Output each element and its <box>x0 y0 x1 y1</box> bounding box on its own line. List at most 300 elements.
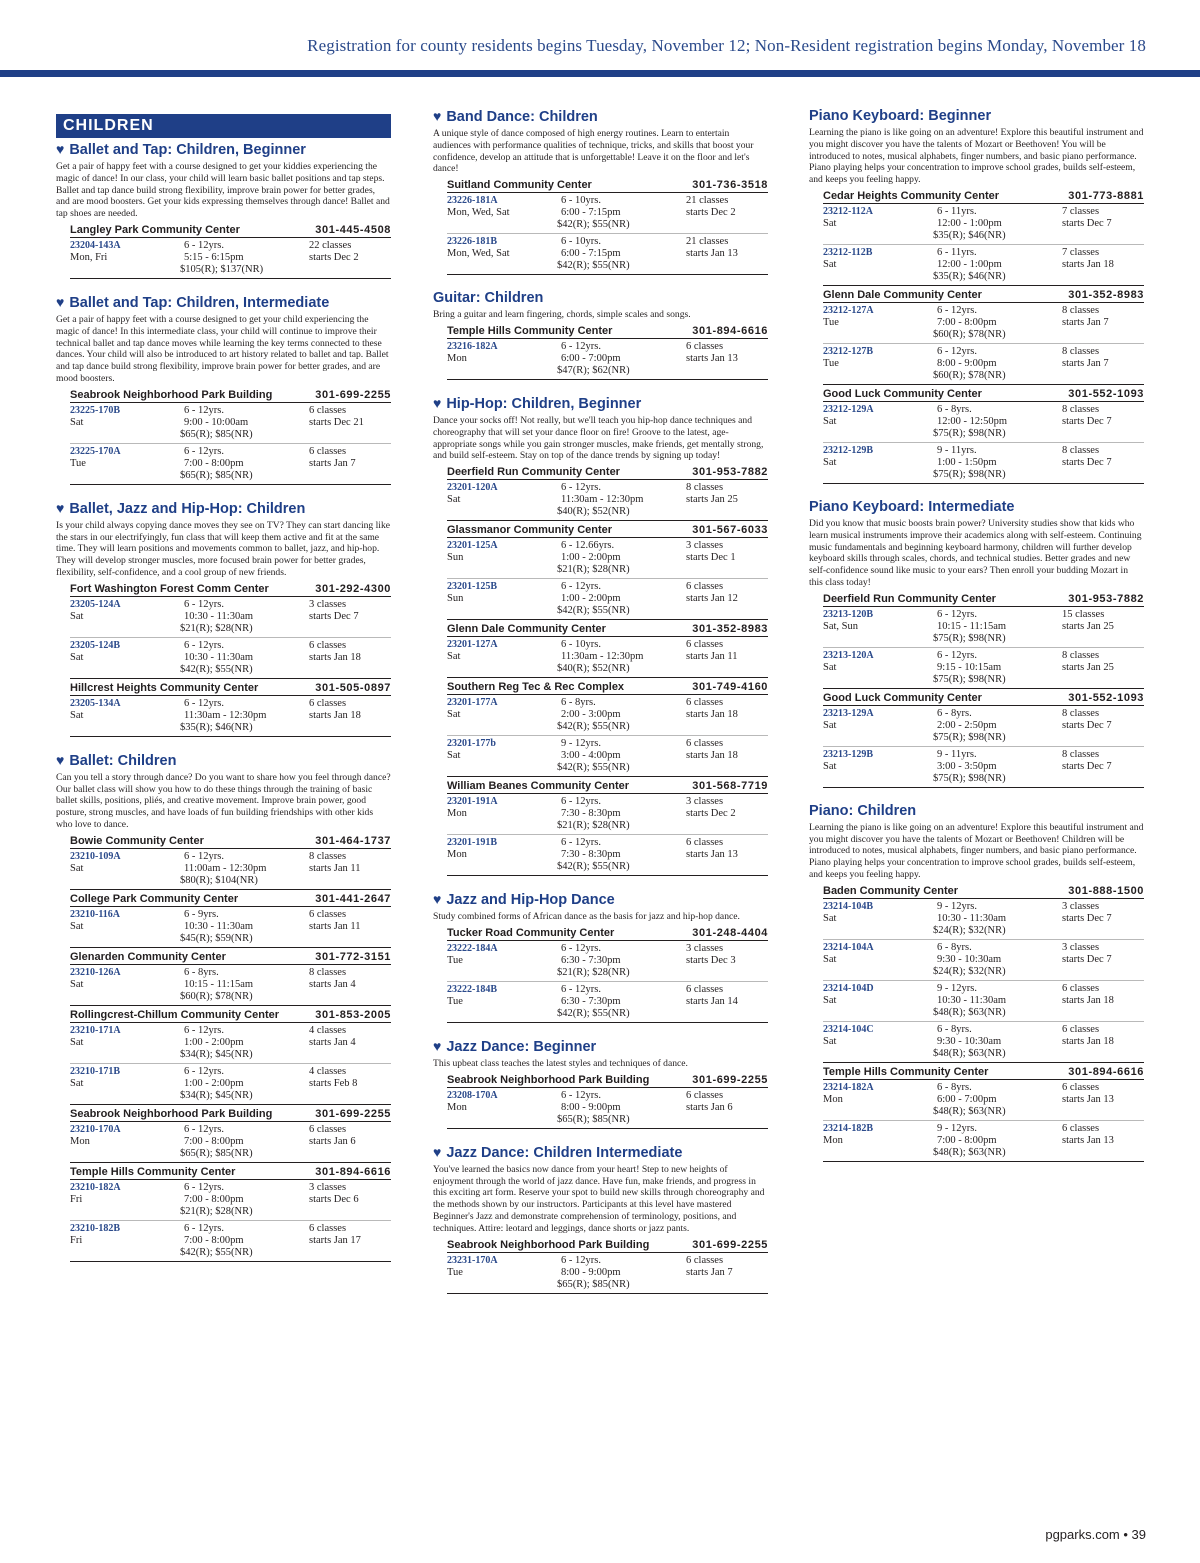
session-age: 6 - 12yrs. <box>561 581 601 593</box>
course-description: Dance your socks off! Not really, but we'll teach you hip-hop dance techniques and choreography that will set your dance floor on fire! Groove to the latest, age-appropriate songs while you gain stronger muscles, make friends, get mentally strong, and build self-esteem. Stay on top of the dance trends by signing up today! <box>433 414 764 462</box>
location-block <box>70 1008 391 1105</box>
session-fee: $40(R); $52(NR) <box>557 663 630 675</box>
session-time: 10:15 - 11:15am <box>937 620 1007 632</box>
session-start: starts Jan 11 <box>309 920 361 932</box>
header-rule <box>0 70 1200 77</box>
location-phone: 301-853-2005 <box>315 1008 391 1021</box>
location-block <box>70 1165 391 1262</box>
course-code-link[interactable]: 23216-182A <box>447 340 498 352</box>
session-age: 6 - 12yrs. <box>561 1254 601 1266</box>
session-classes: 6 classes <box>686 738 724 750</box>
session-days: Sat <box>70 862 84 874</box>
location-phone: 301-352-8983 <box>1068 288 1144 301</box>
location-block <box>447 779 768 876</box>
location-phone: 301-736-3518 <box>692 179 768 192</box>
session-fee: $60(R); $78(NR) <box>933 328 1006 340</box>
session-time: 9:00 - 10:00am <box>184 416 249 428</box>
location-header <box>70 582 391 597</box>
location-name: Glenn Dale Community Center <box>823 288 982 301</box>
location-header <box>70 1107 391 1122</box>
location-block <box>70 582 391 679</box>
session-age: 6 - 12yrs. <box>561 796 601 808</box>
session-days: Sat <box>447 750 461 762</box>
session-row <box>823 940 1144 981</box>
registration-banner: Registration for county residents begins Tuesday, November 12; Non-Resident registration begins Monday, November 18 <box>307 36 1146 55</box>
session-start: starts Jan 14 <box>686 995 738 1007</box>
location-header <box>823 387 1144 402</box>
course-code-link[interactable]: 23214-182A <box>823 1081 874 1093</box>
location-name: College Park Community Center <box>70 892 239 905</box>
session-days: Sat <box>823 760 837 772</box>
location-phone: 301-953-7882 <box>1068 592 1144 605</box>
session-time: 8:00 - 9:00pm <box>561 1266 621 1278</box>
session-row <box>70 1122 391 1163</box>
location-name: Suitland Community Center <box>447 179 592 192</box>
location-phone: 301-894-6616 <box>1068 1065 1144 1078</box>
location-phone: 301-773-8881 <box>1068 189 1144 202</box>
course-code-link[interactable]: 23214-104D <box>823 982 874 994</box>
location-name: Southern Reg Tec & Rec Complex <box>447 681 625 694</box>
session-days: Sat <box>823 661 837 673</box>
session-age: 6 - 12yrs. <box>561 340 601 352</box>
location-name: Good Luck Community Center <box>823 691 982 704</box>
course-block <box>56 294 391 485</box>
session-classes: 3 classes <box>309 1181 347 1193</box>
session-row <box>823 1121 1144 1162</box>
session-age: 6 - 10yrs. <box>561 639 601 651</box>
session-fee: $21(R); $28(NR) <box>557 820 630 832</box>
location-block <box>823 387 1144 484</box>
course-code-link[interactable]: 23210-171A <box>70 1024 121 1036</box>
session-classes: 4 classes <box>309 1024 347 1036</box>
session-row <box>447 794 768 835</box>
location-header <box>70 681 391 696</box>
course-title-text: Jazz Dance: Beginner <box>446 1038 597 1055</box>
session-age: 6 - 12yrs. <box>184 697 224 709</box>
course-code-link[interactable]: 23212-112A <box>823 205 873 217</box>
session-fee: $48(R); $63(NR) <box>933 1047 1006 1059</box>
session-fee: $60(R); $78(NR) <box>933 369 1006 381</box>
location-block <box>823 189 1144 286</box>
session-age: 6 - 12yrs. <box>937 345 977 357</box>
location-phone: 301-292-4300 <box>315 582 391 595</box>
session-start: starts Dec 7 <box>1062 415 1112 427</box>
session-fee: $40(R); $52(NR) <box>557 506 630 518</box>
session-fee: $21(R); $28(NR) <box>180 1205 253 1217</box>
course-block <box>809 108 1144 484</box>
session-fee: $42(R); $55(NR) <box>557 861 630 873</box>
session-days: Tue <box>447 1266 463 1278</box>
course-code-link[interactable]: 23201-127A <box>447 639 498 651</box>
course-block <box>433 395 768 876</box>
course-description: This upbeat class teaches the latest styles and techniques of dance. <box>433 1057 688 1069</box>
location-block <box>70 388 391 485</box>
location-block <box>447 926 768 1023</box>
location-header <box>447 680 768 695</box>
session-start: starts Feb 8 <box>309 1077 358 1089</box>
course-code-link[interactable]: 23212-127B <box>823 345 873 357</box>
course-code-link[interactable]: 23212-129A <box>823 403 874 415</box>
location-phone: 301-749-4160 <box>692 681 768 694</box>
session-classes: 8 classes <box>686 482 724 494</box>
course-code-link[interactable]: 23226-181A <box>447 195 498 207</box>
location-header <box>447 1073 768 1088</box>
course-title <box>809 499 1144 516</box>
session-row <box>823 899 1144 940</box>
session-classes: 6 classes <box>686 1089 724 1101</box>
location-name: Seabrook Neighborhood Park Building <box>70 388 273 401</box>
course-code-link[interactable]: 23201-125A <box>447 540 498 552</box>
session-fee: $24(R); $32(NR) <box>933 924 1006 936</box>
session-age: 6 - 12yrs. <box>937 649 977 661</box>
location-phone: 301-888-1500 <box>1068 884 1144 897</box>
session-time: 11:30am - 12:30pm <box>184 709 267 721</box>
session-start: starts Jan 6 <box>309 1135 356 1147</box>
course-code-link[interactable]: 23214-104C <box>823 1023 874 1035</box>
session-days: Sat <box>70 651 84 663</box>
session-time: 12:00 - 1:00pm <box>937 217 1002 229</box>
course-code-link[interactable]: 23204-143A <box>70 239 121 251</box>
course-code-link[interactable]: 23201-177A <box>447 697 498 709</box>
course-description: Learning the piano is like going on an adventure! Explore this beautiful instrument and you might discover you have the talents of Mozart or Beethoven! Children will be introduced to notes, musical alphabets, finger numbers, and basic piano performance. Piano playing helps your concentration to improve school grades, builds self-esteem, and keeps you feeling happy. <box>809 821 1144 880</box>
location-header <box>823 288 1144 303</box>
session-start: starts Jan 7 <box>1062 357 1109 369</box>
course-code-link[interactable]: 23210-182A <box>70 1181 121 1193</box>
session-classes: 6 classes <box>1062 982 1100 994</box>
course-title <box>433 1038 768 1056</box>
session-classes: 8 classes <box>1062 707 1100 719</box>
location-header <box>447 1238 768 1253</box>
session-time: 7:30 - 8:30pm <box>561 849 621 861</box>
session-days: Sat <box>823 719 837 731</box>
course-block <box>433 290 768 380</box>
location-block <box>823 288 1144 385</box>
session-fee: $60(R); $78(NR) <box>180 990 253 1002</box>
course-code-link[interactable]: 23214-104A <box>823 941 874 953</box>
course-code-link[interactable]: 23201-191A <box>447 796 498 808</box>
session-age: 6 - 12yrs. <box>561 482 601 494</box>
session-fee: $35(R); $46(NR) <box>933 270 1006 282</box>
session-row <box>447 695 768 736</box>
session-time: 6:00 - 7:15pm <box>561 207 621 219</box>
course-title-text: Ballet, Jazz and Hip-Hop: Children <box>69 500 306 517</box>
session-row <box>823 245 1144 286</box>
session-time: 7:00 - 8:00pm <box>184 1193 244 1205</box>
course-code-link[interactable]: 23210-182B <box>70 1222 120 1234</box>
course-description: You've learned the basics now dance from your heart! Step to new heights of enjoyment through the world of jazz dance. Have fun, make friends, and progress in this exciting art form. Reserve your spot to build new skills through choreography and the methods shown by our instructors. Participants at this level have mastered Beginner's Jazz and demonstrate comprehension of terminology, positions, and techniques. Attire: leotard and leggings, dance shorts or jazz pants. <box>433 1163 765 1234</box>
session-age: 9 - 12yrs. <box>937 1122 977 1134</box>
session-row <box>70 1064 391 1105</box>
session-classes: 6 classes <box>309 1123 347 1135</box>
location-block <box>447 178 768 275</box>
location-name: Good Luck Community Center <box>823 387 982 400</box>
session-start: starts Jan 18 <box>309 651 361 663</box>
session-time: 12:00 - 1:00pm <box>937 258 1002 270</box>
course-code-link[interactable]: 23214-182B <box>823 1122 873 1134</box>
course-description: Learning the piano is like going on an adventure! Explore this beautiful instrument and you might discover you have the talents of Mozart or Beethoven! You will be introduced to notes, musical alphabets, finger numbers, and basic piano performance. Piano playing helps your concentration to improve school grades, builds self-esteem, and keeps you feeling happy. <box>809 127 1144 186</box>
session-start: starts Jan 4 <box>309 1036 356 1048</box>
session-row <box>447 480 768 521</box>
location-phone: 301-352-8983 <box>692 623 768 636</box>
session-age: 6 - 8yrs. <box>561 697 596 709</box>
session-classes: 6 classes <box>1062 1023 1100 1035</box>
session-days: Sat <box>447 651 461 663</box>
course-block <box>56 500 391 737</box>
session-days: Tue <box>447 995 463 1007</box>
location-phone: 301-699-2255 <box>315 1107 391 1120</box>
course-block <box>433 108 768 275</box>
session-classes: 8 classes <box>1062 748 1100 760</box>
session-row <box>823 981 1144 1022</box>
session-age: 6 - 12yrs. <box>184 1181 224 1193</box>
location-phone: 301-699-2255 <box>692 1073 768 1086</box>
session-fee: $42(R); $55(NR) <box>557 1007 630 1019</box>
course-code-link[interactable]: 23214-104B <box>823 900 873 912</box>
session-time: 6:30 - 7:30pm <box>561 995 621 1007</box>
location-block <box>70 1107 391 1163</box>
session-classes: 6 classes <box>1062 1081 1100 1093</box>
location-header <box>70 834 391 849</box>
session-start: starts Dec 7 <box>1062 217 1112 229</box>
course-title <box>809 803 1144 820</box>
session-days: Tue <box>823 316 839 328</box>
session-time: 8:00 - 9:00pm <box>561 1101 621 1113</box>
session-days: Sat <box>823 994 837 1006</box>
course-code-link[interactable]: 23210-116A <box>70 908 120 920</box>
session-fee: $65(R); $85(NR) <box>180 1147 253 1159</box>
session-row <box>70 1221 391 1262</box>
session-row <box>447 579 768 620</box>
course-title <box>56 141 391 159</box>
session-days: Sat <box>823 258 837 270</box>
location-block <box>447 1073 768 1129</box>
course-block <box>809 803 1144 1162</box>
course-code-link[interactable]: 23210-170A <box>70 1123 121 1135</box>
course-code-link[interactable]: 23213-129A <box>823 707 874 719</box>
course-code-link[interactable]: 23210-171B <box>70 1065 120 1077</box>
session-time: 10:30 - 11:30am <box>184 651 254 663</box>
location-header <box>823 691 1144 706</box>
session-fee: $75(R); $98(NR) <box>933 673 1006 685</box>
session-start: starts Dec 21 <box>309 416 364 428</box>
session-time: 11:30am - 12:30pm <box>561 651 644 663</box>
session-fee: $24(R); $32(NR) <box>933 965 1006 977</box>
session-fee: $42(R); $55(NR) <box>180 1246 253 1258</box>
session-classes: 3 classes <box>686 796 724 808</box>
location-header <box>447 324 768 339</box>
course-description: A unique style of dance composed of high energy routines. Learn to entertain audiences with performance qualities of technique, tricks, and skills that boost your confidence, develop an attitude that is unforgettable! Leave it on the floor and let's dance! <box>433 128 754 175</box>
session-start: starts Jan 13 <box>1062 1134 1114 1146</box>
course-code-link[interactable]: 23212-129B <box>823 444 873 456</box>
session-classes: 6 classes <box>309 404 347 416</box>
session-fee: $42(R); $55(NR) <box>557 605 630 617</box>
session-time: 10:30 - 11:30am <box>184 920 254 932</box>
session-time: 1:00 - 2:00pm <box>561 552 621 564</box>
heart-icon: ♥ <box>433 891 442 908</box>
session-row <box>70 403 391 444</box>
course-code-link[interactable]: 23212-127A <box>823 304 874 316</box>
column-3 <box>809 108 1144 1177</box>
session-row <box>823 607 1144 648</box>
session-fee: $80(R); $104(NR) <box>180 874 258 886</box>
course-code-link[interactable]: 23222-184B <box>447 983 497 995</box>
session-row <box>447 982 768 1023</box>
session-start: starts Jan 4 <box>309 978 356 990</box>
course-code-link[interactable]: 23213-129B <box>823 748 873 760</box>
location-name: Baden Community Center <box>823 884 959 897</box>
session-time: 10:30 - 11:30am <box>184 610 254 622</box>
session-start: starts Jan 12 <box>686 593 738 605</box>
course-title <box>433 1144 768 1162</box>
session-days: Sat <box>70 610 84 622</box>
session-fee: $34(R); $45(NR) <box>180 1048 253 1060</box>
session-age: 9 - 12yrs. <box>561 738 601 750</box>
session-start: starts Jan 18 <box>686 750 738 762</box>
session-row <box>447 941 768 982</box>
session-days: Sat <box>70 416 84 428</box>
course-code-link[interactable]: 23201-177b <box>447 738 496 750</box>
location-block <box>70 834 391 890</box>
course-code-link[interactable]: 23222-184A <box>447 942 498 954</box>
session-time: 12:00 - 12:50pm <box>937 415 1007 427</box>
session-days: Sat, Sun <box>823 620 859 632</box>
session-age: 6 - 12yrs. <box>561 983 601 995</box>
session-start: starts Jan 18 <box>309 709 361 721</box>
session-fee: $65(R); $85(NR) <box>180 469 253 481</box>
session-row <box>70 849 391 890</box>
session-start: starts Dec 7 <box>1062 456 1112 468</box>
session-fee: $75(R); $98(NR) <box>933 772 1006 784</box>
location-phone: 301-772-3151 <box>315 950 391 963</box>
course-code-link[interactable]: 23208-170A <box>447 1089 498 1101</box>
session-days: Sat <box>447 494 461 506</box>
session-age: 6 - 12yrs. <box>184 445 224 457</box>
session-classes: 8 classes <box>1062 403 1100 415</box>
session-fee: $21(R); $28(NR) <box>180 622 253 634</box>
session-time: 10:30 - 11:30am <box>937 912 1007 924</box>
session-classes: 3 classes <box>1062 900 1100 912</box>
session-time: 6:00 - 7:15pm <box>561 248 621 260</box>
session-classes: 6 classes <box>686 340 724 352</box>
session-days: Sun <box>447 593 464 605</box>
course-title-text: Ballet and Tap: Children, Beginner <box>69 142 306 158</box>
session-time: 7:00 - 8:00pm <box>184 1234 244 1246</box>
session-row <box>70 1023 391 1064</box>
session-days: Sat <box>70 1077 84 1089</box>
session-row <box>823 747 1144 788</box>
course-code-link[interactable]: 23212-112B <box>823 246 873 258</box>
course-block <box>433 891 768 1023</box>
course-title-text: Ballet and Tap: Children, Intermediate <box>69 294 330 311</box>
location-name: Temple Hills Community Center <box>823 1065 989 1078</box>
location-name: Tucker Road Community Center <box>447 926 615 939</box>
session-classes: 6 classes <box>686 837 724 849</box>
course-code-link[interactable]: 23225-170A <box>70 445 121 457</box>
heart-icon: ♥ <box>56 293 65 310</box>
session-classes: 8 classes <box>1062 649 1100 661</box>
course-code-link[interactable]: 23201-120A <box>447 482 498 494</box>
course-code-link[interactable]: 23201-191B <box>447 837 497 849</box>
course-code-link[interactable]: 23205-124B <box>70 639 120 651</box>
session-age: 6 - 8yrs. <box>937 1081 972 1093</box>
session-fee: $48(R); $63(NR) <box>933 1146 1006 1158</box>
session-days: Mon <box>447 849 467 861</box>
session-age: 6 - 12yrs. <box>561 837 601 849</box>
session-days: Mon, Wed, Sat <box>447 207 510 219</box>
location-name: William Beanes Community Center <box>447 780 630 793</box>
heart-icon: ♥ <box>433 108 442 124</box>
session-age: 6 - 12yrs. <box>184 1123 224 1135</box>
location-name: Temple Hills Community Center <box>447 324 613 337</box>
course-description: Can you tell a story through dance? Do you want to share how you feel through dance? Our ballet class will show you how to do these things through the training of basic ballet skills, positions, pliés, and creative movement. Improve brain power, good posture, strong muscles, and have loads of fun building friendships with other kids who love to dance. <box>56 771 391 830</box>
location-header <box>70 388 391 403</box>
session-row <box>70 1180 391 1221</box>
course-code-link[interactable]: 23205-124A <box>70 598 121 610</box>
session-start: starts Jan 11 <box>686 651 738 663</box>
course-code-link[interactable]: 23231-170A <box>447 1254 498 1266</box>
session-start: starts Jan 13 <box>686 849 738 861</box>
course-title <box>433 891 768 909</box>
session-classes: 6 classes <box>1062 1122 1100 1134</box>
session-row <box>823 443 1144 484</box>
session-time: 1:00 - 2:00pm <box>184 1036 244 1048</box>
course-code-link[interactable]: 23213-120A <box>823 649 874 661</box>
session-classes: 6 classes <box>686 983 724 995</box>
session-classes: 22 classes <box>309 239 352 251</box>
session-age: 6 - 8yrs. <box>184 966 219 978</box>
session-start: starts Jan 13 <box>686 248 738 260</box>
session-start: starts Jan 13 <box>686 352 738 364</box>
session-row <box>823 303 1144 344</box>
course-code-link[interactable]: 23225-170B <box>70 404 120 416</box>
session-age: 6 - 12yrs. <box>937 608 977 620</box>
session-age: 6 - 11yrs. <box>937 246 977 258</box>
session-time: 2:00 - 2:50pm <box>937 719 997 731</box>
course-code-link[interactable]: 23210-109A <box>70 850 121 862</box>
session-row <box>823 402 1144 443</box>
session-age: 6 - 8yrs. <box>937 707 972 719</box>
course-code-link[interactable]: 23213-120B <box>823 608 873 620</box>
location-block <box>823 691 1144 788</box>
heart-icon: ♥ <box>433 1143 442 1160</box>
course-code-link[interactable]: 23205-134A <box>70 697 121 709</box>
session-age: 6 - 12yrs. <box>184 598 224 610</box>
session-days: Mon <box>823 1093 843 1105</box>
category-header: CHILDREN <box>56 114 391 138</box>
location-block <box>447 523 768 620</box>
session-fee: $42(R); $55(NR) <box>180 663 253 675</box>
session-row <box>447 538 768 579</box>
session-age: 6 - 11yrs. <box>937 205 977 217</box>
session-time: 3:00 - 3:50pm <box>937 760 997 772</box>
course-code-link[interactable]: 23210-126A <box>70 966 121 978</box>
session-age: 6 - 8yrs. <box>937 941 972 953</box>
session-time: 7:00 - 8:00pm <box>937 316 997 328</box>
session-days: Mon, Fri <box>70 251 108 263</box>
session-classes: 7 classes <box>1062 205 1100 217</box>
page-footer: pgparks.com • 39 <box>1045 1527 1146 1542</box>
session-row <box>447 339 768 380</box>
course-code-link[interactable]: 23201-125B <box>447 581 497 593</box>
session-time: 9:30 - 10:30am <box>937 953 1002 965</box>
session-row <box>70 597 391 638</box>
session-start: starts Jan 11 <box>309 862 361 874</box>
location-block <box>823 592 1144 689</box>
session-days: Mon <box>447 808 467 820</box>
session-days: Fri <box>70 1193 83 1205</box>
course-code-link[interactable]: 23226-181B <box>447 236 497 248</box>
location-header <box>823 1065 1144 1080</box>
